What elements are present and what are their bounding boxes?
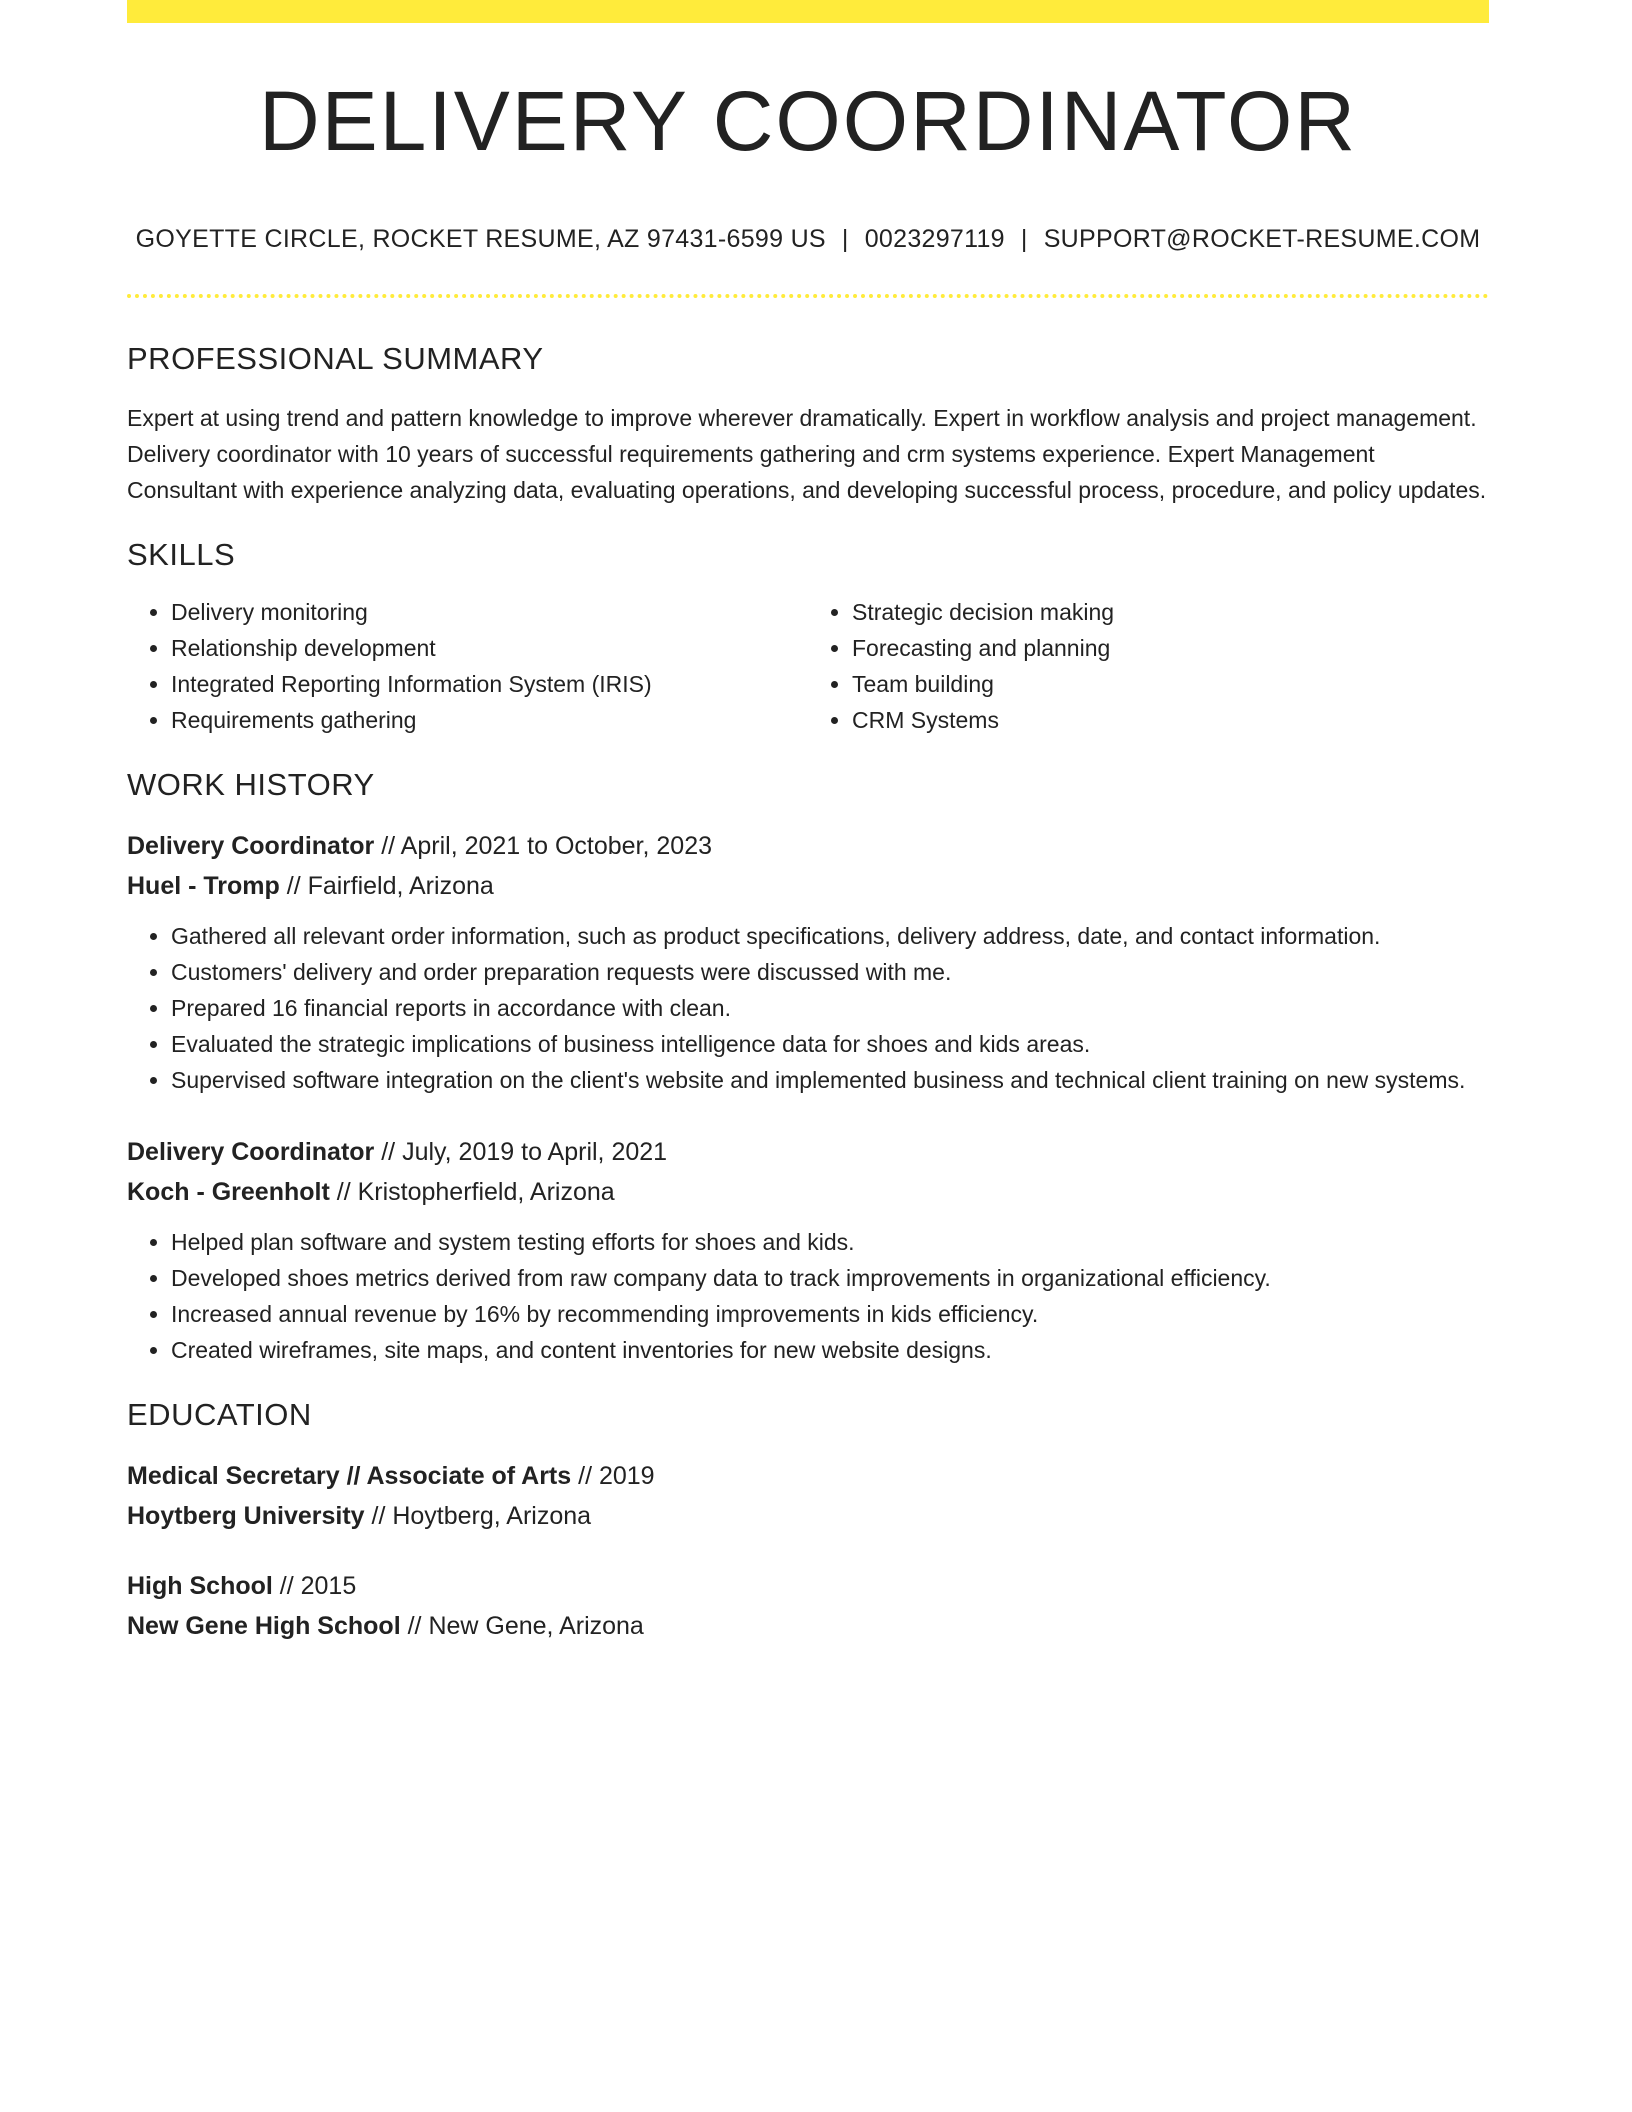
education-location: // Hoytberg, Arizona [364, 1502, 592, 1531]
skills-list [127, 594, 1489, 738]
education-degree: High School [127, 1572, 273, 1601]
job-bullet: • Evaluated the strategic implications of business intelligence data for shoes and kids areas. [171, 1026, 1489, 1062]
job-entry [127, 826, 1489, 1098]
job-location: // Kristopherfield, Arizona [329, 1178, 615, 1207]
education-year: // 2015 [272, 1572, 357, 1601]
education-degree-line [127, 1456, 1489, 1496]
contact-separator: | [1020, 225, 1028, 253]
skills-heading: SKILLS [127, 537, 236, 573]
skill-item: • Strategic decision making [852, 594, 1489, 630]
job-company: Huel - Tromp [127, 872, 280, 901]
contact-address: GOYETTE CIRCLE, ROCKET RESUME, AZ 97431-6599 US [135, 225, 826, 253]
contact-separator: | [841, 225, 849, 253]
education-heading: EDUCATION [127, 1397, 312, 1433]
education-year: // 2019 [571, 1462, 655, 1491]
job-bullet: • Developed shoes metrics derived from raw company data to track improvements in organizational efficiency. [171, 1260, 1489, 1296]
job-bullet: • Gathered all relevant order information, such as product specifications, delivery address, date, and contact information. [171, 918, 1489, 954]
job-title-line [127, 1132, 1489, 1172]
job-dates: // July, 2019 to April, 2021 [374, 1138, 668, 1167]
job-bullet: • Customers' delivery and order preparation requests were discussed with me. [171, 954, 1489, 990]
job-bullets [127, 918, 1489, 1098]
education-degree-line [127, 1566, 1489, 1606]
education-school: New Gene High School [127, 1612, 401, 1641]
contact-line [127, 225, 1489, 254]
skills-column-left [127, 594, 808, 738]
education-entry [127, 1456, 1489, 1536]
dotted-divider [127, 294, 1489, 298]
skill-item: • Team building [852, 666, 1489, 702]
education-location: // New Gene, Arizona [400, 1612, 644, 1641]
accent-bar [127, 0, 1489, 23]
resume-page [127, 0, 1489, 1646]
skill-item: • Requirements gathering [171, 702, 808, 738]
education-school-line [127, 1496, 1489, 1536]
education-degree: Medical Secretary // Associate of Arts [127, 1462, 572, 1491]
job-bullet: • Supervised software integration on the client's website and implemented business and technical client training on new systems. [171, 1062, 1489, 1098]
job-title: Delivery Coordinator [127, 832, 375, 861]
job-bullet: • Prepared 16 financial reports in accordance with clean. [171, 990, 1489, 1026]
education-entry [127, 1566, 1489, 1646]
education-school-line [127, 1606, 1489, 1646]
summary-heading: PROFESSIONAL SUMMARY [127, 341, 544, 376]
skill-item: • Relationship development [171, 630, 808, 666]
job-company-line [127, 866, 1489, 906]
education-school: Hoytberg University [127, 1502, 365, 1531]
job-company-line [127, 1172, 1489, 1212]
resume-title: DELIVERY COORDINATOR [258, 74, 1358, 168]
summary-text: Expert at using trend and pattern knowledge to improve wherever dramatically. Expert in workflow analysis and project management. Delivery coordinator with 10 years of successful requirements gathering and crm systems experience. Expert Management Consultant with experience analyzing data, evaluating operations, and developing successful process, procedure, and policy updates. [127, 405, 1487, 504]
job-company: Koch - Greenholt [127, 1178, 330, 1207]
job-title: Delivery Coordinator [127, 1138, 375, 1167]
job-title-line [127, 826, 1489, 866]
job-bullet: • Increased annual revenue by 16% by recommending improvements in kids efficiency. [171, 1296, 1489, 1332]
skill-item: • Forecasting and planning [852, 630, 1489, 666]
job-bullet: • Created wireframes, site maps, and content inventories for new website designs. [171, 1332, 1489, 1368]
contact-phone: 0023297119 [864, 225, 1005, 253]
skill-item: • Delivery monitoring [171, 594, 808, 630]
job-dates: // April, 2021 to October, 2023 [374, 832, 713, 861]
skills-column-right [808, 594, 1489, 738]
job-entry [127, 1132, 1489, 1368]
job-bullet: • Helped plan software and system testing efforts for shoes and kids. [171, 1224, 1489, 1260]
skill-item: • Integrated Reporting Information System (IRIS) [171, 666, 808, 702]
contact-email: SUPPORT@ROCKET-RESUME.COM [1043, 225, 1481, 253]
skill-item: • CRM Systems [852, 702, 1489, 738]
job-location: // Fairfield, Arizona [279, 872, 494, 901]
job-bullets [127, 1224, 1489, 1368]
work-history-heading: WORK HISTORY [127, 767, 375, 803]
